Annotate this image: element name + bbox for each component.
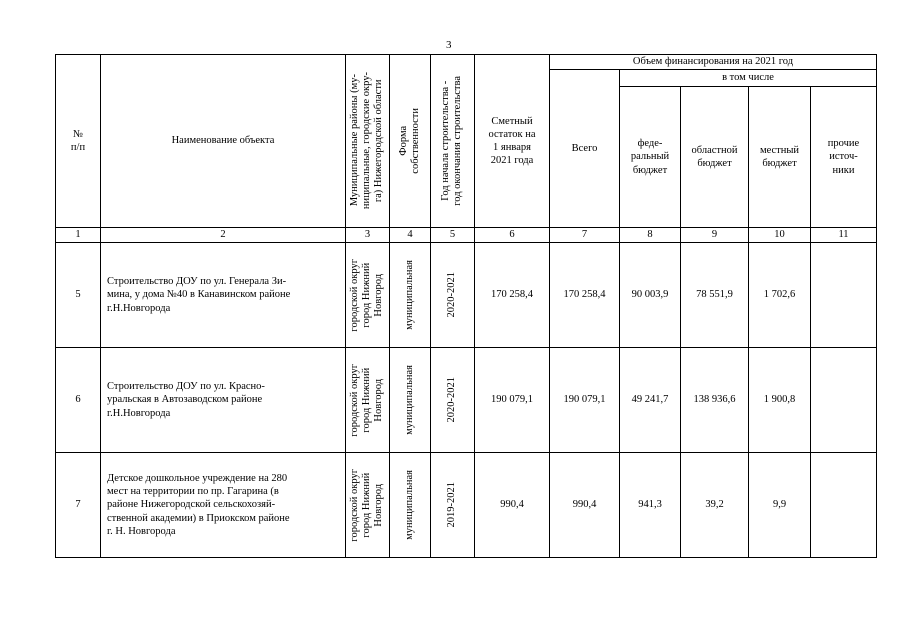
header-regional: областной бюджет: [681, 87, 749, 228]
federal-budget: 49 241,7: [620, 348, 681, 453]
total-funding: 170 258,4: [550, 243, 620, 348]
municipality: городской округ город Нижний Новгород: [349, 258, 385, 332]
ownership: муниципальная: [403, 260, 415, 330]
federal-budget: 941,3: [620, 453, 681, 558]
estimate-balance: 990,4: [475, 453, 550, 558]
column-number: 10: [749, 228, 811, 243]
table-row: [56, 348, 877, 453]
column-number: 8: [620, 228, 681, 243]
other-sources: [811, 243, 877, 348]
object-name: Строительство ДОУ по ул. Красно- уральская в Автозаводском районе г.Н.Новгорода: [101, 348, 346, 453]
years-cell: [431, 453, 475, 558]
object-name: Детское дошкольное учреждение на 280 мест на территории по пр. Гагарина (в районе Нижегородской сельскохозяй- ственной академии) в Приокском районе г. Н. Новгорода: [101, 453, 346, 558]
regional-budget: 78 551,9: [681, 243, 749, 348]
header-other: прочие источ- ники: [811, 87, 877, 228]
ownership: муниципальная: [403, 470, 415, 540]
municipality: городской округ город Нижний Новгород: [349, 468, 385, 542]
other-sources: [811, 348, 877, 453]
local-budget: 1 702,6: [749, 243, 811, 348]
regional-budget: 39,2: [681, 453, 749, 558]
header-total: Всего: [550, 70, 620, 228]
local-budget: 1 900,8: [749, 348, 811, 453]
municipality: городской округ город Нижний Новгород: [349, 363, 385, 437]
federal-budget: 90 003,9: [620, 243, 681, 348]
object-name: Строительство ДОУ по ул. Генерала Зи- мина, у дома №40 в Канавинском районе г.Н.Новгорода: [101, 243, 346, 348]
estimate-balance: 170 258,4: [475, 243, 550, 348]
page-number: 3: [446, 39, 452, 51]
table-row: [56, 243, 877, 348]
header-local: местный бюджет: [749, 87, 811, 228]
header-municipality: Муниципальные районы (му- ниципальные, городские окру- га) Нижегородской области: [349, 72, 385, 210]
header-federal: феде- ральный бюджет: [620, 87, 681, 228]
local-budget: 9,9: [749, 453, 811, 558]
column-number: 11: [811, 228, 877, 243]
years-cell: [431, 243, 475, 348]
header-ownership-cell: [390, 55, 431, 228]
column-number: 5: [431, 228, 475, 243]
row-num: 6: [56, 348, 101, 453]
estimate-balance: 190 079,1: [475, 348, 550, 453]
header-funding-group: Объем финансирования на 2021 год: [550, 55, 877, 70]
ownership-cell: [390, 348, 431, 453]
ownership-cell: [390, 243, 431, 348]
header-ownership: Форма собственности: [397, 108, 421, 174]
row-num: 7: [56, 453, 101, 558]
header-years-cell: [431, 55, 475, 228]
header-num: № п/п: [56, 55, 101, 228]
table-row: [56, 453, 877, 558]
ownership-cell: [390, 453, 431, 558]
construction-years: 2020-2021: [446, 272, 458, 318]
municipality-cell: [346, 348, 390, 453]
header-years: Год начала строительства - год окончания строительства: [440, 76, 464, 206]
ownership: муниципальная: [403, 365, 415, 435]
funding-table: [55, 54, 877, 558]
header-including: в том числе: [620, 70, 877, 87]
column-number: 3: [346, 228, 390, 243]
total-funding: 990,4: [550, 453, 620, 558]
column-number: 6: [475, 228, 550, 243]
municipality-cell: [346, 453, 390, 558]
header-name: Наименование объекта: [101, 55, 346, 228]
municipality-cell: [346, 243, 390, 348]
construction-years: 2020-2021: [446, 377, 458, 423]
column-number: 9: [681, 228, 749, 243]
regional-budget: 138 936,6: [681, 348, 749, 453]
column-number-row: [56, 228, 877, 243]
header-estimate: Сметный остаток на 1 января 2021 года: [475, 55, 550, 228]
column-number: 1: [56, 228, 101, 243]
years-cell: [431, 348, 475, 453]
row-num: 5: [56, 243, 101, 348]
column-number: 7: [550, 228, 620, 243]
total-funding: 190 079,1: [550, 348, 620, 453]
construction-years: 2019-2021: [446, 482, 458, 528]
other-sources: [811, 453, 877, 558]
column-number: 4: [390, 228, 431, 243]
column-number: 2: [101, 228, 346, 243]
header-municipality-cell: [346, 55, 390, 228]
